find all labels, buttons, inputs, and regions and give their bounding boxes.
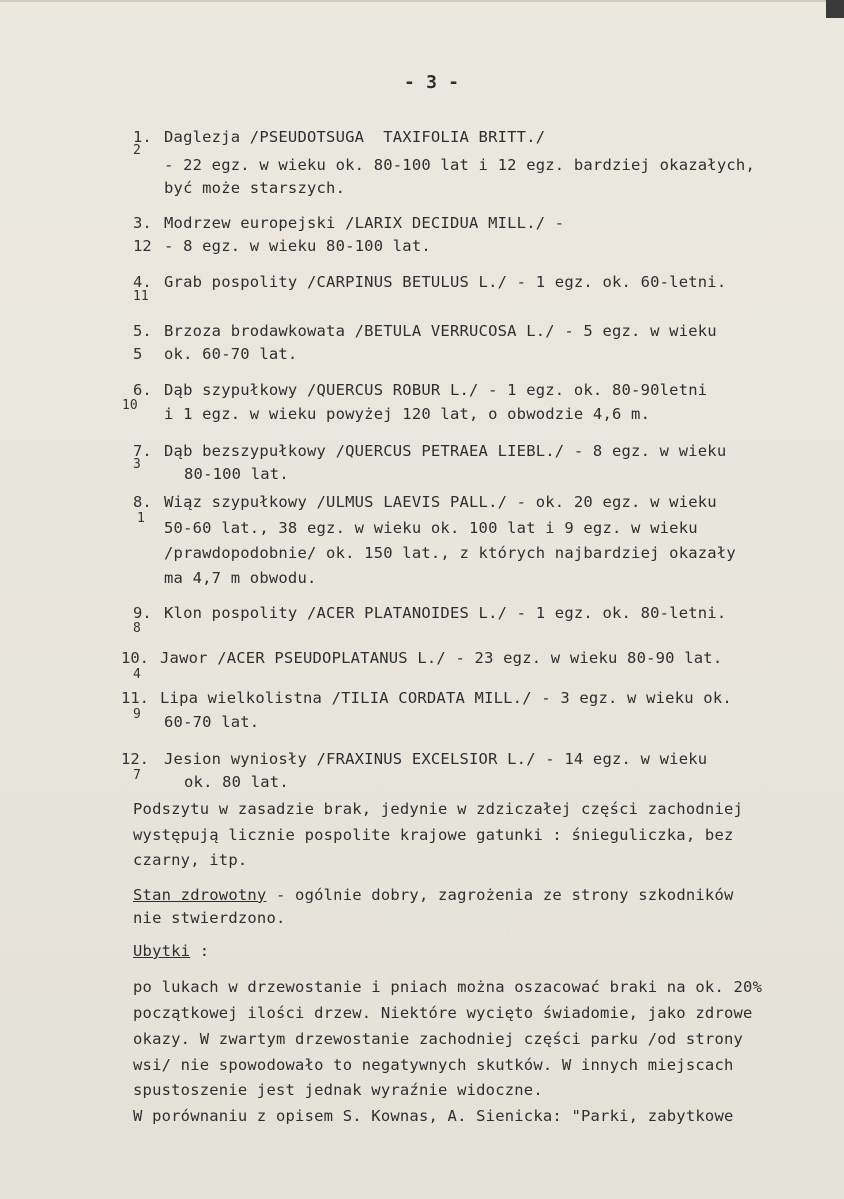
item-text-line: 60-70 lat. xyxy=(164,713,260,731)
health-status-label: Stan zdrowotny xyxy=(133,886,267,904)
item-text-line: Dąb bezszypułkowy /QUERCUS PETRAEA LIEBL./ - 8 egz. w wieku xyxy=(164,442,727,460)
item-text-line: Modrzew europejski /LARIX DECIDUA MILL./ - xyxy=(164,214,565,232)
page-number: - 3 - xyxy=(404,72,460,93)
item-alt-number: 11 xyxy=(133,289,149,304)
item-text-line: Jawor /ACER PSEUDOPLATANUS L./ - 23 egz. w wieku 80-90 lat. xyxy=(160,649,723,667)
health-status-text: - ogólnie dobry, zagrożenia ze strony szkodników xyxy=(266,886,734,904)
paragraph-line: spustoszenie jest jednak wyraźnie widoczne. xyxy=(133,1081,543,1099)
item-alt-number: 5 xyxy=(133,345,143,363)
losses-heading-colon: : xyxy=(190,942,210,960)
item-text-line: - 8 egz. w wieku 80-100 lat. xyxy=(164,237,431,255)
paragraph-line: W porównaniu z opisem S. Kownas, A. Sienicka: "Parki, zabytkowe xyxy=(133,1107,734,1125)
item-text-line: Jesion wyniosły /FRAXINUS EXCELSIOR L./ - 14 egz. w wieku xyxy=(164,750,708,768)
item-text-line: Grab pospolity /CARPINUS BETULUS L./ - 1 egz. ok. 60-letni. xyxy=(164,273,727,291)
item-alt-number: 8 xyxy=(133,621,141,636)
item-alt-number: 7 xyxy=(133,768,141,783)
paragraph-line: Podszytu w zasadzie brak, jedynie w zdziczałej części zachodniej xyxy=(133,800,744,818)
item-number: 9. xyxy=(133,604,152,622)
item-text-line: Wiąz szypułkowy /ULMUS LAEVIS PALL./ - ok. 20 egz. w wieku xyxy=(164,493,717,511)
item-alt-number: 3 xyxy=(133,457,141,472)
item-text-line: ma 4,7 m obwodu. xyxy=(164,569,317,587)
item-number: 1. xyxy=(133,128,152,146)
item-number: 4. xyxy=(133,273,152,291)
item-alt-number: 2 xyxy=(133,143,141,158)
item-number: 3. xyxy=(133,214,152,232)
losses-heading xyxy=(133,942,209,960)
paragraph-line: czarny, itp. xyxy=(133,851,248,869)
item-text-line: - 22 egz. w wieku ok. 80-100 lat i 12 egz. bardziej okazałych, xyxy=(164,156,755,174)
item-alt-number: 10 xyxy=(122,398,138,413)
item-text-line: i 1 egz. w wieku powyżej 120 lat, o obwodzie 4,6 m. xyxy=(164,405,651,423)
item-alt-number: 1 xyxy=(137,511,145,526)
item-text-line: być może starszych. xyxy=(164,179,346,197)
paragraph-line: występują licznie pospolite krajowe gatunki : śnieguliczka, bez xyxy=(133,826,734,844)
item-text-line: 80-100 lat. xyxy=(184,465,289,483)
item-text-line: ok. 80 lat. xyxy=(184,773,289,791)
paragraph-line: wsi/ nie spowodowało to negatywnych skutków. W innych miejscach xyxy=(133,1056,734,1074)
item-alt-number: 4 xyxy=(133,667,141,682)
item-alt-number: 12 xyxy=(133,237,152,255)
paragraph-line: po lukach w drzewostanie i pniach można oszacować braki na ok. 20% xyxy=(133,978,763,996)
item-text-line: Daglezja /PSEUDOTSUGA TAXIFOLIA BRITT./ xyxy=(164,128,546,146)
page-edge xyxy=(0,0,844,2)
item-text-line: Brzoza brodawkowata /BETULA VERRUCOSA L./ - 5 egz. w wieku xyxy=(164,322,717,340)
scan-corner-mark xyxy=(826,0,844,18)
item-number: 6. xyxy=(133,381,152,399)
item-text-line: Klon pospolity /ACER PLATANOIDES L./ - 1 egz. ok. 80-letni. xyxy=(164,604,727,622)
item-alt-number: 9 xyxy=(133,707,141,722)
item-text-line: 50-60 lat., 38 egz. w wieku ok. 100 lat i 9 egz. w wieku xyxy=(164,519,698,537)
item-number: 8. xyxy=(133,493,152,511)
item-number: 11. xyxy=(121,689,149,707)
paragraph-line: okazy. W zwartym drzewostanie zachodniej części parku /od strony xyxy=(133,1030,744,1048)
item-number: 7. xyxy=(133,442,152,460)
health-status-line xyxy=(133,886,734,904)
item-text-line: Lipa wielkolistna /TILIA CORDATA MILL./ - 3 egz. w wieku ok. xyxy=(160,689,732,707)
paragraph-line: początkowej ilości drzew. Niektóre wycięto świadomie, jako zdrowe xyxy=(133,1004,753,1022)
item-text-line: ok. 60-70 lat. xyxy=(164,345,298,363)
item-number: 10. xyxy=(121,649,149,667)
losses-heading-label: Ubytki xyxy=(133,942,191,960)
item-text-line: /prawdopodobnie/ ok. 150 lat., z których najbardziej okazały xyxy=(164,544,736,562)
item-number: 5. xyxy=(133,322,152,340)
item-text-line: Dąb szypułkowy /QUERCUS ROBUR L./ - 1 egz. ok. 80-90letni xyxy=(164,381,708,399)
paragraph-line: nie stwierdzono. xyxy=(133,909,286,927)
item-number: 12. xyxy=(121,750,149,768)
